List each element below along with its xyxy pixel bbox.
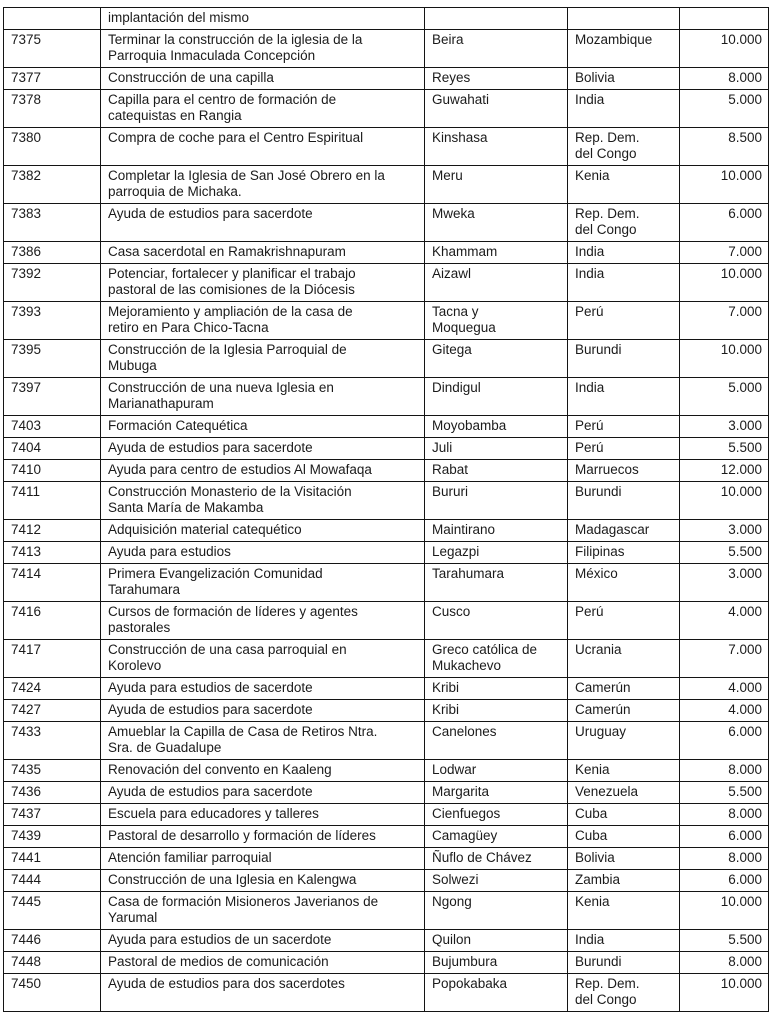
table-row — [4, 90, 769, 128]
table-row — [4, 602, 769, 640]
amount-cell: 5.500 — [680, 438, 769, 460]
table-row — [4, 848, 769, 870]
country-cell: India — [568, 90, 680, 128]
amount-cell: 10.000 — [680, 974, 769, 1012]
id-cell: 7392 — [4, 264, 101, 302]
city-cell: Reyes — [425, 68, 568, 90]
description-cell: Casa de formación Misioneros Javerianos de Yarumal — [101, 892, 425, 930]
table-row — [4, 930, 769, 952]
city-cell: Khammam — [425, 242, 568, 264]
description-cell: Ayuda de estudios para sacerdote — [101, 438, 425, 460]
description-cell: implantación del mismo — [101, 8, 425, 30]
city-cell: Kinshasa — [425, 128, 568, 166]
id-cell: 7386 — [4, 242, 101, 264]
country-cell: Burundi — [568, 952, 680, 974]
city-cell: Cienfuegos — [425, 804, 568, 826]
description-cell: Ayuda de estudios para sacerdote — [101, 782, 425, 804]
country-cell: India — [568, 264, 680, 302]
id-cell: 7414 — [4, 564, 101, 602]
description-cell: Construcción de una capilla — [101, 68, 425, 90]
description-cell: Construcción de la Iglesia Parroquial de Mubuga — [101, 340, 425, 378]
id-cell — [4, 8, 101, 30]
amount-cell: 8.000 — [680, 68, 769, 90]
amount-cell: 8.000 — [680, 848, 769, 870]
city-cell: Solwezi — [425, 870, 568, 892]
country-cell: Kenia — [568, 892, 680, 930]
description-cell: Ayuda para estudios — [101, 542, 425, 564]
country-cell: Madagascar — [568, 520, 680, 542]
amount-cell: 7.000 — [680, 242, 769, 264]
country-cell: Rep. Dem. del Congo — [568, 128, 680, 166]
description-cell: Primera Evangelización Comunidad Tarahumara — [101, 564, 425, 602]
city-cell: Quilon — [425, 930, 568, 952]
description-cell: Construcción de una nueva Iglesia en Marianathapuram — [101, 378, 425, 416]
table-row — [4, 378, 769, 416]
city-cell: Legazpi — [425, 542, 568, 564]
description-cell: Cursos de formación de líderes y agentes pastorales — [101, 602, 425, 640]
amount-cell — [680, 8, 769, 30]
country-cell: India — [568, 930, 680, 952]
projects-table-body — [4, 8, 769, 1012]
description-cell: Compra de coche para el Centro Espiritual — [101, 128, 425, 166]
amount-cell: 8.000 — [680, 952, 769, 974]
country-cell: Perú — [568, 602, 680, 640]
country-cell: Mozambique — [568, 30, 680, 68]
description-cell: Construcción Monasterio de la Visitación Santa María de Makamba — [101, 482, 425, 520]
table-row — [4, 302, 769, 340]
country-cell: Venezuela — [568, 782, 680, 804]
country-cell: Cuba — [568, 826, 680, 848]
description-cell: Ayuda de estudios para sacerdote — [101, 204, 425, 242]
amount-cell: 10.000 — [680, 30, 769, 68]
city-cell: Greco católica de Mukachevo — [425, 640, 568, 678]
amount-cell: 3.000 — [680, 520, 769, 542]
country-cell: Perú — [568, 416, 680, 438]
amount-cell: 7.000 — [680, 302, 769, 340]
id-cell: 7382 — [4, 166, 101, 204]
country-cell: Uruguay — [568, 722, 680, 760]
city-cell: Meru — [425, 166, 568, 204]
amount-cell: 4.000 — [680, 678, 769, 700]
country-cell: Ucrania — [568, 640, 680, 678]
country-cell: Camerún — [568, 678, 680, 700]
city-cell: Beira — [425, 30, 568, 68]
amount-cell: 6.000 — [680, 870, 769, 892]
amount-cell: 10.000 — [680, 482, 769, 520]
description-cell: Adquisición material catequético — [101, 520, 425, 542]
amount-cell: 6.000 — [680, 204, 769, 242]
description-cell: Escuela para educadores y talleres — [101, 804, 425, 826]
city-cell: Bujumbura — [425, 952, 568, 974]
table-row — [4, 416, 769, 438]
id-cell: 7413 — [4, 542, 101, 564]
table-row — [4, 974, 769, 1012]
country-cell: India — [568, 378, 680, 416]
country-cell: Bolivia — [568, 848, 680, 870]
amount-cell: 8.000 — [680, 804, 769, 826]
id-cell: 7383 — [4, 204, 101, 242]
city-cell: Camagüey — [425, 826, 568, 848]
table-row — [4, 30, 769, 68]
city-cell: Gitega — [425, 340, 568, 378]
city-cell: Maintirano — [425, 520, 568, 542]
table-row — [4, 678, 769, 700]
table-row — [4, 870, 769, 892]
description-cell: Renovación del convento en Kaaleng — [101, 760, 425, 782]
table-row — [4, 68, 769, 90]
amount-cell: 8.000 — [680, 760, 769, 782]
country-cell: Cuba — [568, 804, 680, 826]
table-row — [4, 722, 769, 760]
city-cell: Ñuflo de Chávez — [425, 848, 568, 870]
description-cell: Ayuda de estudios para dos sacerdotes — [101, 974, 425, 1012]
id-cell: 7427 — [4, 700, 101, 722]
amount-cell: 5.000 — [680, 90, 769, 128]
id-cell: 7378 — [4, 90, 101, 128]
amount-cell: 6.000 — [680, 722, 769, 760]
amount-cell: 10.000 — [680, 166, 769, 204]
country-cell: Camerún — [568, 700, 680, 722]
amount-cell: 10.000 — [680, 340, 769, 378]
city-cell: Kribi — [425, 700, 568, 722]
table-row — [4, 700, 769, 722]
id-cell: 7411 — [4, 482, 101, 520]
country-cell: Kenia — [568, 166, 680, 204]
id-cell: 7448 — [4, 952, 101, 974]
country-cell: Perú — [568, 302, 680, 340]
table-row — [4, 340, 769, 378]
description-cell: Ayuda para estudios de un sacerdote — [101, 930, 425, 952]
table-row — [4, 782, 769, 804]
city-cell: Popokabaka — [425, 974, 568, 1012]
country-cell: Rep. Dem. del Congo — [568, 974, 680, 1012]
city-cell: Mweka — [425, 204, 568, 242]
table-row — [4, 952, 769, 974]
id-cell: 7417 — [4, 640, 101, 678]
table-row — [4, 264, 769, 302]
table-row — [4, 166, 769, 204]
country-cell: Marruecos — [568, 460, 680, 482]
description-cell: Ayuda de estudios para sacerdote — [101, 700, 425, 722]
description-cell: Construcción de una Iglesia en Kalengwa — [101, 870, 425, 892]
country-cell: Perú — [568, 438, 680, 460]
table-row — [4, 640, 769, 678]
city-cell: Canelones — [425, 722, 568, 760]
id-cell: 7446 — [4, 930, 101, 952]
city-cell: Moyobamba — [425, 416, 568, 438]
id-cell: 7436 — [4, 782, 101, 804]
table-row — [4, 804, 769, 826]
description-cell: Ayuda para estudios de sacerdote — [101, 678, 425, 700]
description-cell: Construcción de una casa parroquial en Korolevo — [101, 640, 425, 678]
city-cell: Guwahati — [425, 90, 568, 128]
table-row — [4, 204, 769, 242]
city-cell: Rabat — [425, 460, 568, 482]
table-row — [4, 760, 769, 782]
id-cell: 7410 — [4, 460, 101, 482]
description-cell: Pastoral de medios de comunicación — [101, 952, 425, 974]
country-cell: México — [568, 564, 680, 602]
description-cell: Capilla para el centro de formación de catequistas en Rangia — [101, 90, 425, 128]
table-row — [4, 892, 769, 930]
id-cell: 7444 — [4, 870, 101, 892]
description-cell: Amueblar la Capilla de Casa de Retiros Ntra. Sra. de Guadalupe — [101, 722, 425, 760]
amount-cell: 3.000 — [680, 564, 769, 602]
table-row — [4, 564, 769, 602]
id-cell: 7424 — [4, 678, 101, 700]
projects-table — [3, 7, 769, 1012]
id-cell: 7403 — [4, 416, 101, 438]
table-row — [4, 460, 769, 482]
id-cell: 7395 — [4, 340, 101, 378]
city-cell — [425, 8, 568, 30]
city-cell: Juli — [425, 438, 568, 460]
description-cell: Ayuda para centro de estudios Al Mowafaqa — [101, 460, 425, 482]
id-cell: 7416 — [4, 602, 101, 640]
id-cell: 7437 — [4, 804, 101, 826]
description-cell: Pastoral de desarrollo y formación de líderes — [101, 826, 425, 848]
id-cell: 7393 — [4, 302, 101, 340]
id-cell: 7435 — [4, 760, 101, 782]
amount-cell: 12.000 — [680, 460, 769, 482]
amount-cell: 4.000 — [680, 700, 769, 722]
amount-cell: 4.000 — [680, 602, 769, 640]
description-cell: Formación Catequética — [101, 416, 425, 438]
amount-cell: 8.500 — [680, 128, 769, 166]
id-cell: 7450 — [4, 974, 101, 1012]
amount-cell: 3.000 — [680, 416, 769, 438]
country-cell: Burundi — [568, 482, 680, 520]
city-cell: Margarita — [425, 782, 568, 804]
description-cell: Casa sacerdotal en Ramakrishnapuram — [101, 242, 425, 264]
description-cell: Mejoramiento y ampliación de la casa de retiro en Para Chico-Tacna — [101, 302, 425, 340]
table-row — [4, 542, 769, 564]
description-cell: Potenciar, fortalecer y planificar el trabajo pastoral de las comisiones de la Diócesis — [101, 264, 425, 302]
id-cell: 7404 — [4, 438, 101, 460]
id-cell: 7380 — [4, 128, 101, 166]
city-cell: Dindigul — [425, 378, 568, 416]
city-cell: Aizawl — [425, 264, 568, 302]
id-cell: 7433 — [4, 722, 101, 760]
amount-cell: 7.000 — [680, 640, 769, 678]
country-cell: Burundi — [568, 340, 680, 378]
table-row — [4, 520, 769, 542]
description-cell: Completar la Iglesia de San José Obrero en la parroquia de Michaka. — [101, 166, 425, 204]
city-cell: Tacna y Moquegua — [425, 302, 568, 340]
city-cell: Lodwar — [425, 760, 568, 782]
table-row — [4, 242, 769, 264]
description-cell: Terminar la construcción de la iglesia de la Parroquia Inmaculada Concepción — [101, 30, 425, 68]
city-cell: Tarahumara — [425, 564, 568, 602]
city-cell: Kribi — [425, 678, 568, 700]
id-cell: 7397 — [4, 378, 101, 416]
id-cell: 7445 — [4, 892, 101, 930]
id-cell: 7375 — [4, 30, 101, 68]
city-cell: Ngong — [425, 892, 568, 930]
id-cell: 7377 — [4, 68, 101, 90]
city-cell: Bururi — [425, 482, 568, 520]
amount-cell: 5.500 — [680, 782, 769, 804]
country-cell: Filipinas — [568, 542, 680, 564]
table-row — [4, 128, 769, 166]
country-cell: Zambia — [568, 870, 680, 892]
amount-cell: 5.500 — [680, 542, 769, 564]
id-cell: 7441 — [4, 848, 101, 870]
amount-cell: 5.000 — [680, 378, 769, 416]
country-cell: Kenia — [568, 760, 680, 782]
amount-cell: 10.000 — [680, 264, 769, 302]
id-cell: 7439 — [4, 826, 101, 848]
country-cell — [568, 8, 680, 30]
description-cell: Atención familiar parroquial — [101, 848, 425, 870]
table-row — [4, 438, 769, 460]
city-cell: Cusco — [425, 602, 568, 640]
country-cell: India — [568, 242, 680, 264]
amount-cell: 5.500 — [680, 930, 769, 952]
table-row — [4, 8, 769, 30]
amount-cell: 6.000 — [680, 826, 769, 848]
country-cell: Rep. Dem. del Congo — [568, 204, 680, 242]
id-cell: 7412 — [4, 520, 101, 542]
country-cell: Bolivia — [568, 68, 680, 90]
table-row — [4, 826, 769, 848]
amount-cell: 10.000 — [680, 892, 769, 930]
table-row — [4, 482, 769, 520]
